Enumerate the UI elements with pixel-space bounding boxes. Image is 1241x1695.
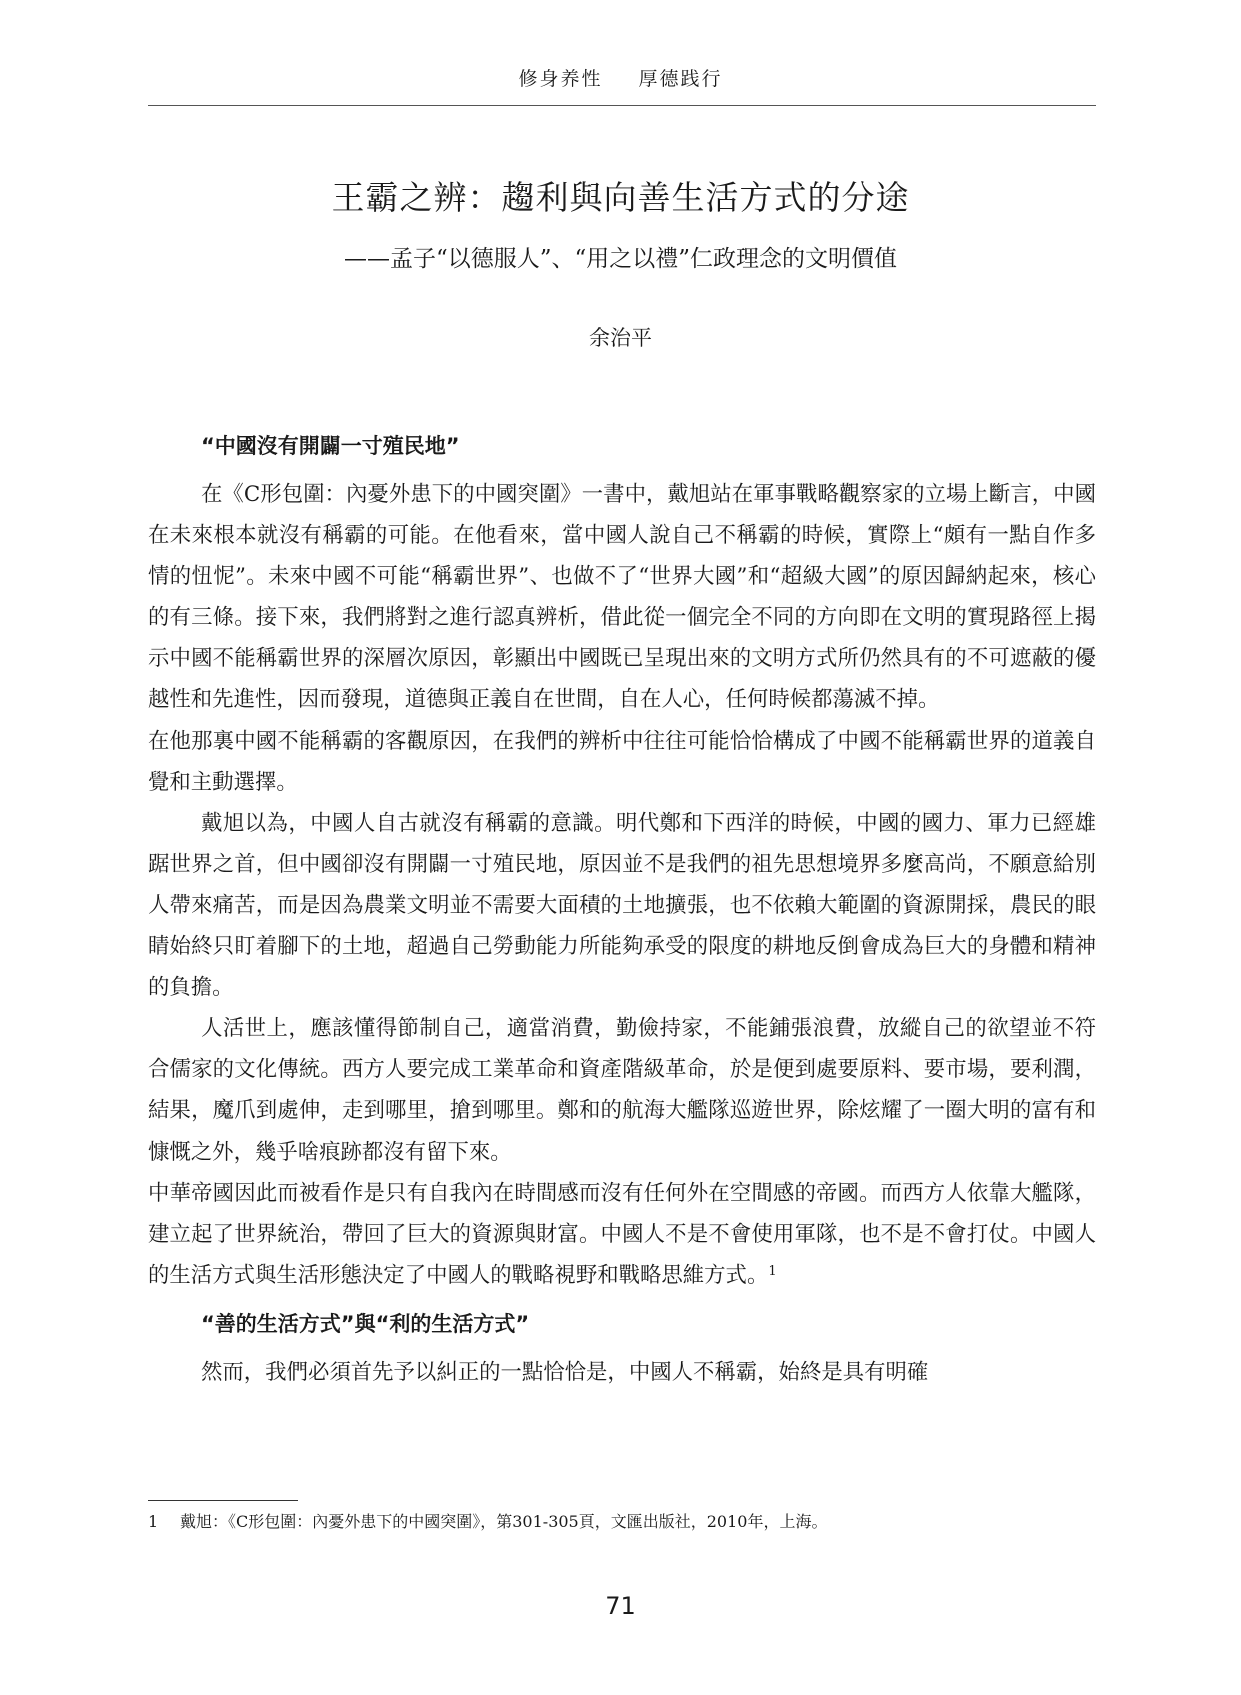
footnote-number: 1 [148, 1512, 159, 1531]
footnote-reference[interactable]: 1 [768, 1263, 777, 1279]
section-heading: “善的生活方式”與“利的生活方式” [201, 1311, 530, 1336]
section-heading: “中國沒有開闢一寸殖民地” [201, 434, 460, 458]
running-header-right: 厚德践行 [638, 68, 723, 90]
paragraph-text: 中華帝國因此而被看作是只有自我內在時間感而沒有任何外在空間感的帝國。而西方人依靠大艦隊，建立起了世界統治，帶回了巨大的資源與財富。中國人不是不會使用軍隊，也不是不會打仗。中國人的生活方式與生活形態決定了中國人的戰略視野和戰略思維方式。 [148, 1180, 1096, 1288]
article-author: 余治平 [589, 326, 652, 350]
header-rule [148, 105, 1096, 106]
paragraph: 在他那裏中國不能稱霸的客觀原因，在我們的辨析中往往可能恰恰構成了中國不能稱霸世界的道義自覺和主動選擇。 [148, 728, 1096, 795]
running-header [0, 64, 1241, 91]
paragraph: 然而，我們必須首先予以糾正的一點恰恰是，中國人不稱霸，始終是具有明確 [201, 1359, 929, 1385]
paragraph [148, 1173, 1096, 1296]
paragraph: 戴旭以為，中國人自古就沒有稱霸的意識。明代鄭和下西洋的時候，中國的國力、軍力已經雄踞世界之首，但中國卻沒有開闢一寸殖民地，原因並不是我們的祖先思想境界多麼高尚，不願意給別人帶來痛苦，而是因為農業文明並不需要大面積的土地擴張，也不依賴大範圍的資源開採，農民的眼睛始終只盯着腳下的土地，超過自己勞動能力所能夠承受的限度的耕地反倒會成為巨大的身體和精神的負擔。 [148, 810, 1096, 1001]
page-number: 71 [605, 1592, 636, 1620]
footnote [148, 1510, 1096, 1534]
article-title: 王霸之辨：趨利與向善生活方式的分途 [331, 178, 910, 217]
footnote-rule [148, 1500, 298, 1501]
paragraph: 在《C形包圍：內憂外患下的中國突圍》一書中，戴旭站在軍事戰略觀察家的立場上斷言，中國在未來根本就沒有稱霸的可能。在他看來，當中國人說自己不稱霸的時候，實際上“頗有一點自作多情的忸怩”。未來中國不可能“稱霸世界”、也做不了“世界大國”和“超級大國”的原因歸納起來，核心的有三條。接下來，我們將對之進行認真辨析，借此從一個完全不同的方向即在文明的實現路徑上揭示中國不能稱霸世界的深層次原因，彰顯出中國既已呈現出來的文明方式所仍然具有的不可遮蔽的優越性和先進性，因而發現，道德與正義自在世間，自在人心，任何時候都蕩滅不掉。 [148, 482, 1096, 713]
paragraph: 人活世上，應該懂得節制自己，適當消費，勤儉持家，不能鋪張浪費，放縱自己的欲望並不符合儒家的文化傳統。西方人要完成工業革命和資產階級革命，於是便到處要原料、要市場，要利潤，結果，魔爪到處伸，走到哪里，搶到哪里。鄭和的航海大艦隊巡遊世界，除炫耀了一圈大明的富有和慷慨之外，幾乎啥痕跡都沒有留下來。 [148, 1016, 1096, 1165]
article-body [148, 426, 1096, 1393]
footnote-text: 戴旭：《C形包圍：內憂外患下的中國突圍》，第301-305頁，文匯出版社，2010年，上海。 [180, 1512, 828, 1531]
running-header-left: 修身养性 [518, 68, 603, 90]
article-subtitle: ——孟子“以德服人”、“用之以禮”仁政理念的文明價值 [343, 246, 898, 272]
